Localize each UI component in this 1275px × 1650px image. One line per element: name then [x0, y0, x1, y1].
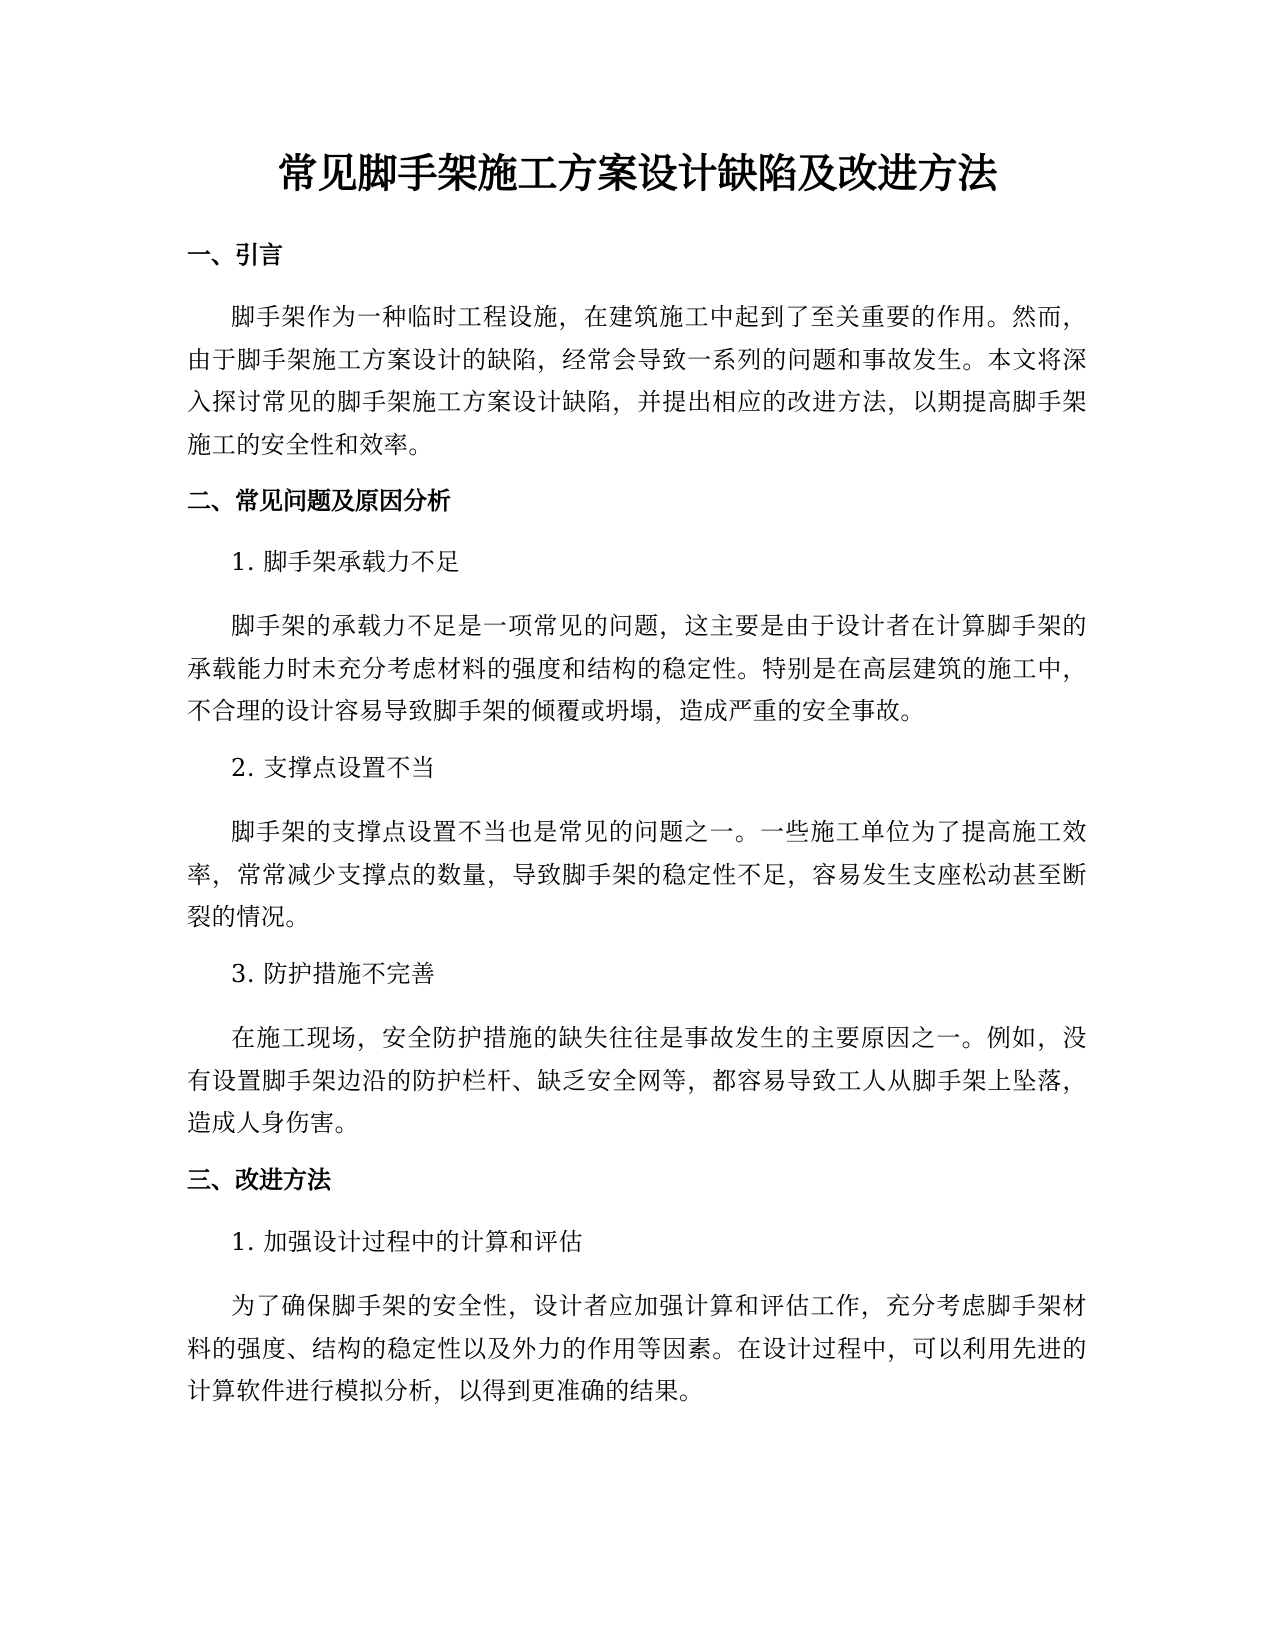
section-heading-improvements: 三、改进方法: [187, 1166, 331, 1194]
subheading-calculation-evaluation: 1. 加强设计过程中的计算和评估: [231, 1228, 584, 1256]
section-heading-introduction: 一、引言: [187, 241, 283, 269]
section-heading-problems: 二、常见问题及原因分析: [187, 487, 451, 515]
calculation-evaluation-paragraph: 为了确保脚手架的安全性，设计者应加强计算和评估工作，充分考虑脚手架材料的强度、结构的稳定性以及外力的作用等因素。在设计过程中，可以利用先进的计算软件进行模拟分析，以得到更准确的结果。: [187, 1292, 1087, 1405]
subheading-protection-measures: 3. 防护措施不完善: [231, 960, 436, 988]
subheading-load-capacity: 1. 脚手架承载力不足: [231, 548, 461, 576]
load-capacity-paragraph: 脚手架的承载力不足是一项常见的问题，这主要是由于设计者在计算脚手架的承载能力时未充分考虑材料的强度和结构的稳定性。特别是在高层建筑的施工中，不合理的设计容易导致脚手架的倾覆或坍塌，造成严重的安全事故。: [187, 612, 1087, 725]
page-title: 常见脚手架施工方案设计缺陷及改进方法: [277, 151, 998, 197]
subheading-support-points: 2. 支撑点设置不当: [231, 754, 436, 782]
introduction-paragraph: 脚手架作为一种临时工程设施，在建筑施工中起到了至关重要的作用。然而，由于脚手架施工方案设计的缺陷，经常会导致一系列的问题和事故发生。本文将深入探讨常见的脚手架施工方案设计缺陷，并提出相应的改进方法，以期提高脚手架施工的安全性和效率。: [187, 303, 1087, 459]
support-points-paragraph: 脚手架的支撑点设置不当也是常见的问题之一。一些施工单位为了提高施工效率，常常减少支撑点的数量，导致脚手架的稳定性不足，容易发生支座松动甚至断裂的情况。: [187, 818, 1087, 931]
protection-measures-paragraph: 在施工现场，安全防护措施的缺失往往是事故发生的主要原因之一。例如，没有设置脚手架边沿的防护栏杆、缺乏安全网等，都容易导致工人从脚手架上坠落，造成人身伤害。: [187, 1024, 1087, 1137]
